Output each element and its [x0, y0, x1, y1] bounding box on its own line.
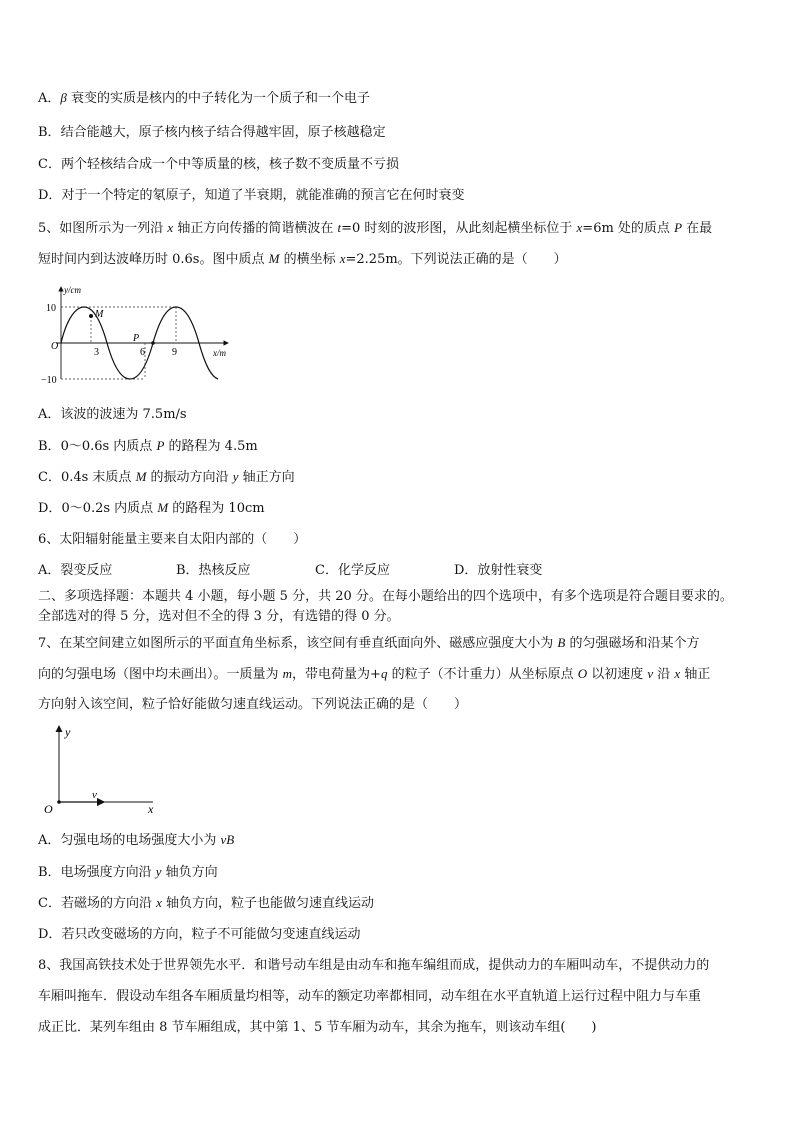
q6-option-c: C．化学反应 [315, 563, 390, 578]
q7-option-d: D．若只改变磁场的方向，粒子不可能做匀变速直线运动 [38, 927, 361, 942]
section-2-heading: 二、多项选择题：本题共 4 小题，每小题 5 分，共 20 分。在每小题给出的四个选项中，有多个选项是符合题目要求的。 [38, 589, 733, 604]
x-tick-3: 3 [94, 347, 99, 358]
x-axis-label: x/m [213, 348, 226, 358]
q6-options [38, 563, 542, 579]
velocity-label: v [92, 789, 97, 801]
beta-symbol: β [60, 90, 67, 105]
q6-option-a: A．裂变反应 [38, 563, 113, 578]
point-m [89, 314, 93, 318]
x-tick-9: 9 [172, 347, 177, 358]
q5-option-d: D．0～0.2s 内质点 M 的路程为 10cm [38, 500, 265, 516]
section-2-heading-cont: 全部选对的得 5 分，选对但不全的得 3 分，有选错的得 0 分。 [38, 609, 400, 624]
origin-point [57, 800, 61, 804]
y-axis-label: y [65, 725, 71, 739]
wave-graph [38, 284, 238, 384]
q6-stem: 6、太阳辐射能量主要来自太阳内部的（ ） [38, 532, 307, 547]
point-m-label: M [95, 309, 104, 320]
q4-option-d: D．对于一个特定的氡原子，知道了半衰期，就能准确的预言它在何时衰变 [38, 188, 465, 203]
q5-stem-line2: 短时间内到达波峰历时 0.6s。图中质点 M 的横坐标 x=2.25m。下列说法正确的是（ ） [38, 251, 567, 267]
y-axis-label: y/cm [64, 285, 81, 295]
point-p-label: P [133, 333, 140, 344]
q8-stem-line1: 8、我国高铁技术处于世界领先水平．和谐号动车组是由动车和拖车编组而成，提供动力的车厢叫动车，不提供动力的 [38, 958, 710, 973]
q7-option-c: C．若磁场的方向沿 x 轴负方向，粒子也能做匀速直线运动 [38, 895, 375, 911]
q7-option-a: A．匀强电场的电场强度大小为 vB [38, 832, 235, 848]
q5-stem-line1: 5、如图所示为一列沿 x 轴正方向传播的简谐横波在 t=0 时刻的波形图，从此刻起横坐标位于 x=6m 处的质点 P 在最 [38, 220, 713, 236]
y-tick-max: 10 [46, 303, 56, 314]
q4-option-a: A．β 衰变的实质是核内的中子转化为一个质子和一个电子 [38, 90, 371, 106]
x-tick-6: 6 [140, 347, 145, 358]
y-tick-min: −10 [41, 375, 57, 384]
point-p [151, 341, 155, 345]
origin-label: O [51, 341, 59, 352]
q4-option-b: B．结合能越大，原子核内核子结合得越牢固，原子核越稳定 [38, 125, 386, 140]
q7-stem-line1: 7、在某空间建立如图所示的平面直角坐标系，该空间有垂直纸面向外、磁感应强度大小为 B 的匀强磁场和沿某个方 [38, 635, 700, 651]
q7-stem-line3: 方向射入该空间，粒子恰好能做匀速直线运动。下列说法正确的是（ ） [38, 697, 468, 712]
origin-label: O [44, 802, 53, 816]
q5-option-c: C．0.4s 末质点 M 的振动方向沿 y 轴正方向 [38, 469, 295, 485]
q7-option-b: B．电场强度方向沿 y 轴负方向 [38, 864, 218, 880]
q8-stem-line2: 车厢叫拖车．假设动车组各车厢质量均相等，动车的额定功率都相同，动车组在水平直轨道上运行过程中阻力与车重 [38, 989, 702, 1004]
q6-option-d: D．放射性衰变 [454, 563, 543, 578]
coordinate-figure [38, 722, 168, 817]
q6-option-b: B．热核反应 [176, 563, 251, 578]
q7-stem-line2: 向的匀强电场（图中均未画出）。一质量为 m，带电荷量为+q 的粒子（不计重力）从坐标原点 O 以初速度 v 沿 x 轴正 [38, 666, 711, 682]
x-axis-label: x [148, 802, 154, 816]
q5-option-a: A．该波的波速为 7.5m/s [38, 407, 187, 422]
q5-option-b: B．0～0.6s 内质点 P 的路程为 4.5m [38, 438, 258, 454]
q4-option-c: C．两个轻核结合成一个中等质量的核，核子数不变质量不亏损 [38, 157, 399, 172]
q8-stem-line3: 成正比．某列车组由 8 节车厢组成，其中第 1、5 节车厢为动车，其余为拖车，则该动车组( ) [38, 1020, 597, 1035]
